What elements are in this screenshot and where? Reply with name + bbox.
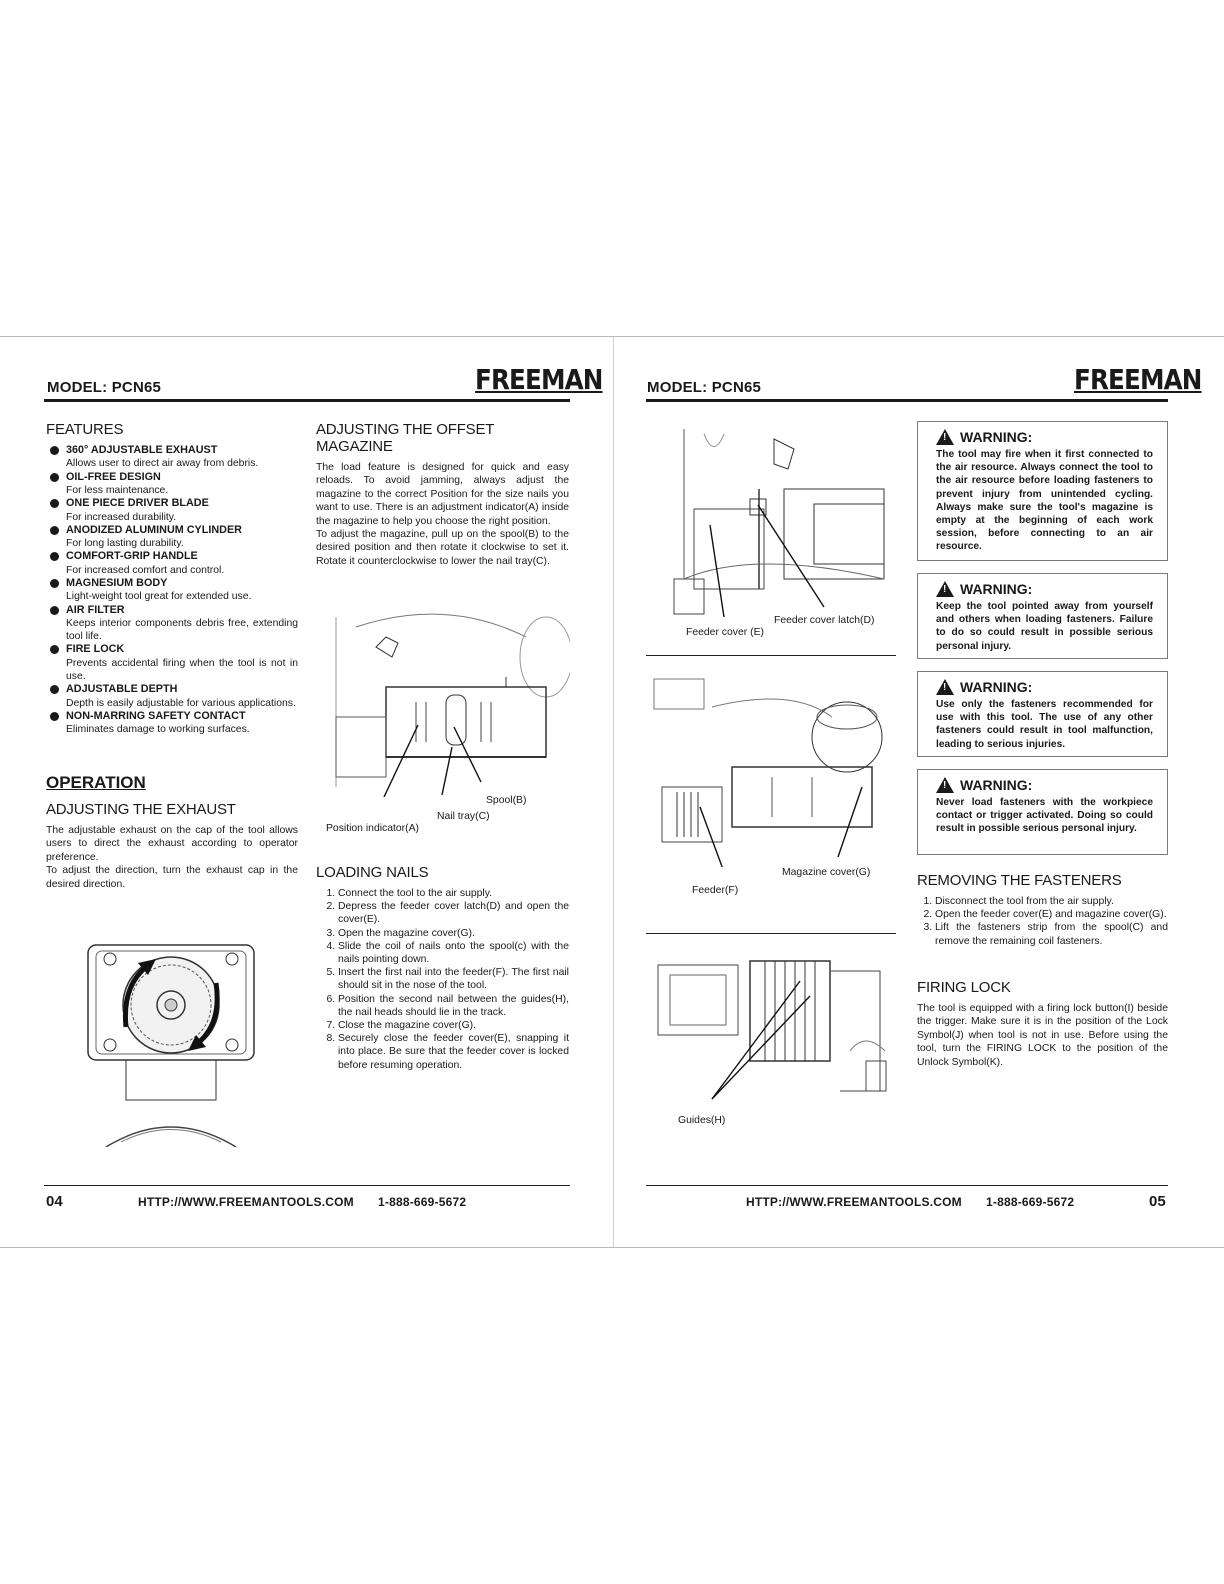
footer-url-left[interactable]: HTTP://WWW.FREEMANTOOLS.COM — [138, 1195, 354, 1209]
feature-item — [46, 683, 298, 710]
page-right — [614, 337, 1224, 1247]
magazine-figure — [326, 607, 570, 797]
header-rule — [44, 399, 570, 402]
warning-box-4 — [917, 769, 1168, 855]
page-number-left: 04 — [46, 1193, 63, 1210]
features-section — [46, 421, 298, 737]
feature-item — [46, 444, 298, 471]
exhaust-title: ADJUSTING THE EXHAUST — [46, 801, 236, 818]
feeder-cover-figure — [664, 429, 896, 619]
magazine-cover-figure — [652, 677, 896, 867]
feature-title: ADJUSTABLE DEPTH — [66, 683, 298, 696]
feature-description: Depth is easily adjustable for various applications. — [66, 697, 296, 709]
warning-icon — [936, 777, 954, 793]
page-left — [0, 337, 612, 1247]
feature-description: Prevents accidental firing when the tool is not in use. — [66, 657, 298, 683]
firing-lock-section — [917, 979, 1168, 1069]
feature-item — [46, 550, 298, 577]
guides-figure — [650, 951, 896, 1101]
warning-text: Keep the tool pointed away from yourself and others when loading fasteners. Failure to do so could result in possible serious personal injury. — [936, 601, 1153, 652]
warning-title: WARNING: — [960, 777, 1033, 793]
footer-url-right[interactable]: HTTP://WWW.FREEMANTOOLS.COM — [746, 1195, 962, 1209]
step-item: 1. Disconnect the tool from the air supply. — [935, 895, 1168, 908]
removing-steps — [917, 895, 1168, 948]
warning-box-1 — [917, 421, 1168, 561]
feature-title: FIRE LOCK — [66, 643, 298, 656]
step-item: 2. Open the feeder cover(E) and magazine cover(G). — [935, 908, 1168, 921]
feature-title: ANODIZED ALUMINUM CYLINDER — [66, 524, 298, 537]
warning-icon — [936, 679, 954, 695]
feature-title: ONE PIECE DRIVER BLADE — [66, 497, 298, 510]
caption-magazine-cover: Magazine cover(G) — [782, 867, 871, 878]
caption-position-indicator: Position indicator(A) — [326, 823, 419, 834]
feature-title: NON-MARRING SAFETY CONTACT — [66, 710, 298, 723]
step-item: 2. Depress the feeder cover latch(D) and open the cover(E). — [338, 900, 569, 926]
footer-phone-left: 1-888-669-5672 — [378, 1195, 467, 1209]
freeman-logo: FREEMAN — [1074, 363, 1202, 396]
feature-title: MAGNESIUM BODY — [66, 577, 298, 590]
step-item: 8. Securely close the feeder cover(E), snapping it into place. Be sure that the feeder cover is locked before resuming operation. — [338, 1032, 569, 1072]
warning-text: The tool may fire when it first connected to the air resource. Always connect the tool to the air resource before loading fasteners to prevent injury from unintended cycling. Always make sure the tool's magazine is empty at the beginning of each work session, before connecting to an air resource. — [936, 449, 1153, 553]
model-label: MODEL: PCN65 — [647, 379, 762, 396]
step-item: 6. Position the second nail between the guides(H), the nail heads should lie in the track. — [338, 993, 569, 1019]
exhaust-text-1: The adjustable exhaust on the cap of the tool allows users to direct the exhaust according to operator preference. — [46, 825, 298, 863]
caption-feeder-cover-latch: Feeder cover latch(D) — [774, 615, 875, 626]
footer-rule — [646, 1185, 1168, 1186]
feature-title: AIR FILTER — [66, 604, 298, 617]
firing-lock-title: FIRING LOCK — [917, 979, 1011, 996]
step-item: 3. Lift the fasteners strip from the spool(C) and remove the remaining coil fasteners. — [935, 921, 1168, 947]
feature-description: For long lasting durability. — [66, 538, 184, 550]
removing-section — [917, 872, 1168, 948]
magazine-text-2: To adjust the magazine, pull up on the spool(B) to the desired position and then rotate it clockwise to set it. Rotate it counterclockwise to lower the nail tray(C). — [316, 529, 569, 567]
feature-description: For less maintenance. — [66, 485, 169, 497]
firing-lock-text: The tool is equipped with a firing lock button(I) beside the trigger. Make sure it is in the position of the Lock Symbol(J) when tool is not in use. Before using the tool, turn the FIRING LOCK to the position of the Unlock Symbol(K). — [917, 1003, 1168, 1068]
step-item: 7. Close the magazine cover(G). — [338, 1019, 569, 1032]
magazine-title: ADJUSTING THE OFFSET MAGAZINE — [316, 421, 494, 455]
feature-title: 360° ADJUSTABLE EXHAUST — [66, 444, 298, 457]
step-item: 1. Connect the tool to the air supply. — [338, 887, 569, 900]
caption-guides: Guides(H) — [678, 1115, 726, 1126]
warning-title: WARNING: — [960, 679, 1033, 695]
features-title: FEATURES — [46, 421, 124, 438]
caption-feeder: Feeder(F) — [692, 885, 739, 896]
figure-divider-1 — [646, 655, 896, 656]
feature-description: For increased durability. — [66, 511, 177, 523]
freeman-logo: FREEMAN — [475, 363, 603, 396]
magazine-text-1: The load feature is designed for quick and easy reloads. To avoid jamming, always adjust the magazine to the correct Position for the size nails you want to use. There is an adjustment indicator(A) inside the magazine to help you choose the right position. — [316, 462, 569, 527]
warning-title: WARNING: — [960, 581, 1033, 597]
exhaust-cap-figure — [86, 937, 256, 1147]
warning-box-3 — [917, 671, 1168, 757]
feature-description: Allows user to direct air away from debris. — [66, 458, 259, 470]
feature-title: OIL-FREE DESIGN — [66, 471, 298, 484]
feature-item — [46, 471, 298, 498]
figure-divider-2 — [646, 933, 896, 934]
caption-spool: Spool(B) — [486, 795, 527, 806]
magazine-section — [316, 421, 569, 568]
removing-title: REMOVING THE FASTENERS — [917, 872, 1122, 889]
feature-item — [46, 524, 298, 551]
feature-description: Eliminates damage to working surfaces. — [66, 724, 250, 736]
warning-text: Use only the fasteners recommended for use with this tool. The use of any other fasteners could result in tool malfunction, leading to serious injuries. — [936, 699, 1153, 750]
step-item: 4. Slide the coil of nails onto the spool(c) with the nails pointing down. — [338, 940, 569, 966]
feature-title: COMFORT-GRIP HANDLE — [66, 550, 298, 563]
page-number-right: 05 — [1149, 1193, 1166, 1210]
feature-description: Keeps interior components debris free, extending tool life. — [66, 618, 298, 643]
warning-icon — [936, 581, 954, 597]
loading-title: LOADING NAILS — [316, 864, 429, 881]
features-list — [46, 444, 298, 737]
exhaust-section — [46, 801, 298, 891]
model-label: MODEL: PCN65 — [47, 379, 162, 396]
exhaust-text-2: To adjust the direction, turn the exhaust cap in the desired direction. — [46, 865, 298, 890]
step-item: 5. Insert the first nail into the feeder(F). The first nail should sit in the nose of the tool. — [338, 966, 569, 992]
feature-item — [46, 497, 298, 524]
caption-feeder-cover: Feeder cover (E) — [686, 627, 764, 638]
footer-rule — [44, 1185, 570, 1186]
feature-item — [46, 710, 298, 737]
step-item: 3. Open the magazine cover(G). — [338, 927, 569, 940]
warning-icon — [936, 429, 954, 445]
feature-description: For increased comfort and control. — [66, 564, 225, 576]
warning-box-2 — [917, 573, 1168, 659]
manual-spread — [0, 336, 1224, 1248]
footer-phone-right: 1-888-669-5672 — [986, 1195, 1075, 1209]
header-rule — [646, 399, 1168, 402]
caption-nail-tray: Nail tray(C) — [437, 811, 490, 822]
operation-title: OPERATION — [46, 773, 146, 792]
warning-title: WARNING: — [960, 429, 1033, 445]
feature-description: Light-weight tool great for extended use. — [66, 591, 252, 603]
loading-steps — [316, 887, 569, 1072]
feature-item — [46, 604, 298, 644]
warning-text: Never load fasteners with the workpiece contact or trigger activated. Doing so could result in possible serious personal injury. — [936, 797, 1153, 835]
feature-item — [46, 643, 298, 683]
feature-item — [46, 577, 298, 604]
loading-section — [316, 864, 569, 1072]
